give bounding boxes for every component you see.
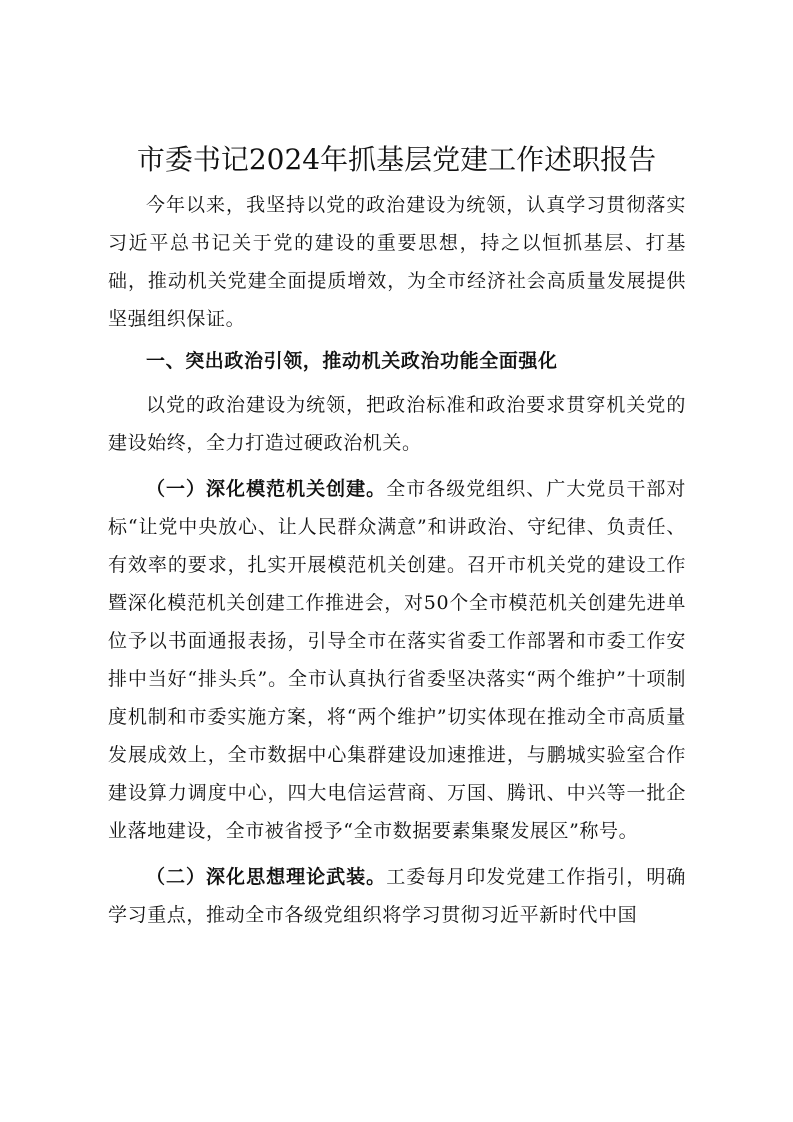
section-1-item-2-lead: （二）深化思想理论武装。 [146, 866, 387, 888]
section-1-item-1-lead: （一）深化模范机关创建。 [146, 478, 387, 500]
document-title: 市委书记2024年抓基层党建工作述职报告 [136, 143, 657, 176]
section-1-item-1-paragraph [108, 470, 686, 850]
document-body [108, 186, 686, 934]
section-1-intro-paragraph: 以党的政治建设为统领，把政治标准和政治要求贯穿机关党的建设始终，全力打造过硬政治机关。 [108, 394, 686, 454]
section-1-item-1-text: 全市各级党组织、广大党员干部对标“让党中央放心、让人民群众满意”和讲政治、守纪律、负责任、有效率的要求，扎实开展模范机关创建。召开市机关党的建设工作暨深化模范机关创建工作推进会，对50个全市模范机关创建先进单位予以书面通报表扬，引导全市在落实省委工作部署和市委工作安排中当好“排头兵”。全市认真执行省委坚决落实“两个维护”十项制度机制和市委实施方案，将“两个维护”切实体现在推动全市高质量发展成效上，全市数据中心集群建设加速推进，与鹏城实验室合作建设算力调度中心，四大电信运营商、万国、腾讯、中兴等一批企业落地建设，全市被省授予“全市数据要素集聚发展区”称号。 [108, 478, 686, 842]
section-1-item-2-text: 工委每月印发党建工作指引，明确学习重点，推动全市各级党组织将学习贯彻习近平新时代中国 [108, 866, 686, 926]
section-1-heading: 一、突出政治引领，推动机关政治功能全面强化 [146, 350, 558, 372]
intro-paragraph: 今年以来，我坚持以党的政治建设为统领，认真学习贯彻落实习近平总书记关于党的建设的重要思想，持之以恒抓基层、打基础，推动机关党建全面提质增效，为全市经济社会高质量发展提供坚强组织保证。 [108, 194, 686, 330]
section-1-item-2-paragraph [108, 858, 686, 934]
